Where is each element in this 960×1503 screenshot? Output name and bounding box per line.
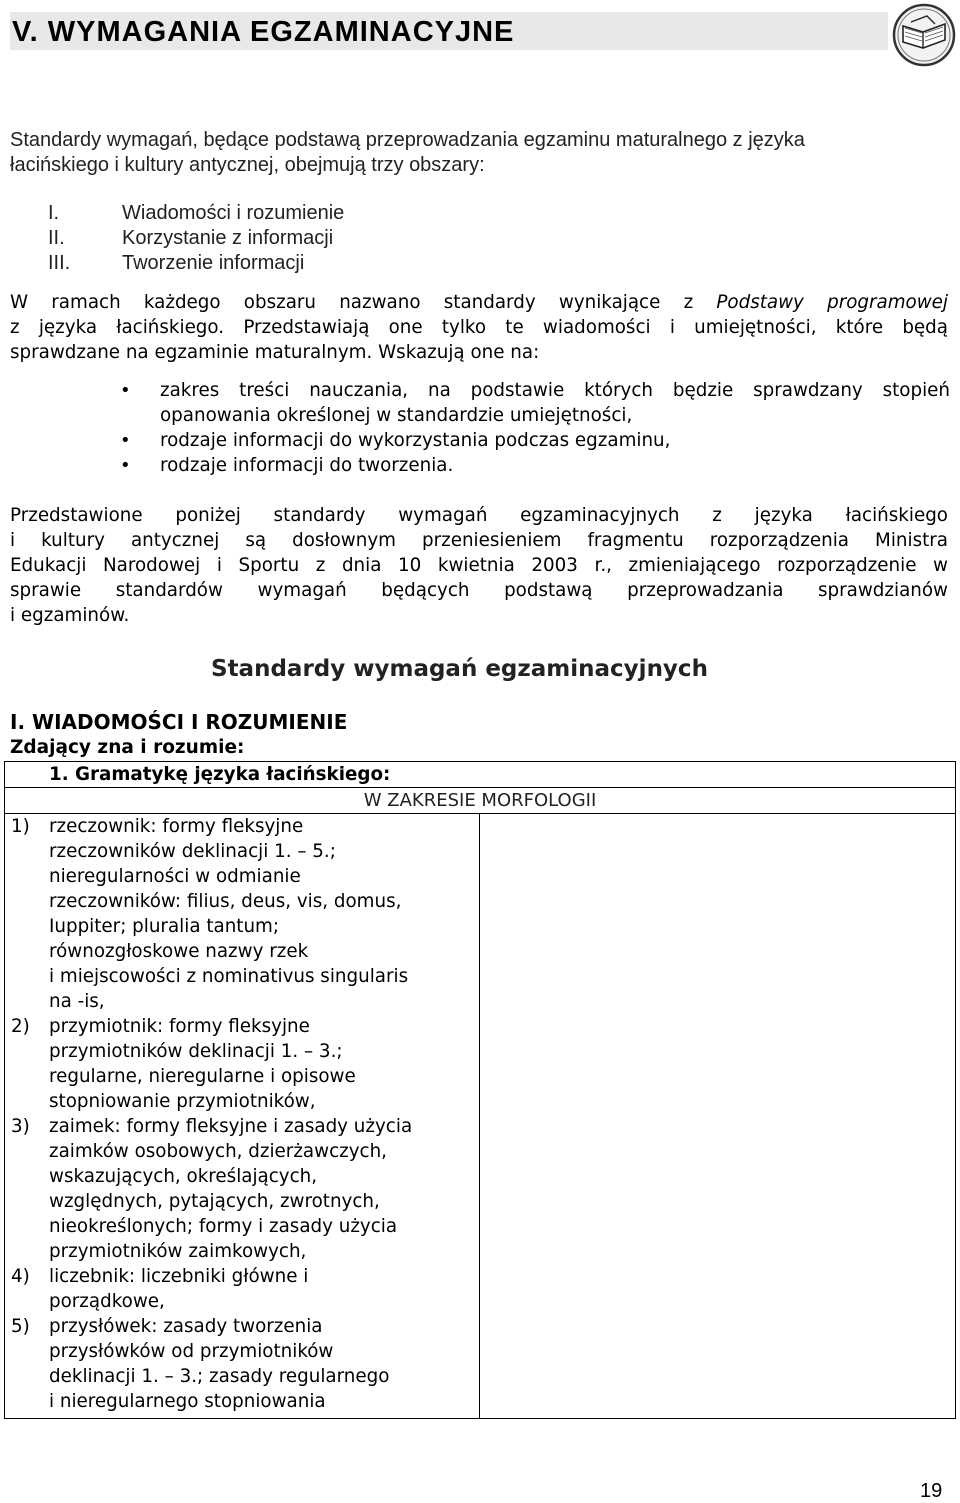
item-line: równozgłoskowe nazwy rzek — [49, 941, 309, 962]
item-line: zaimków osobowych, dzierżawczych, — [49, 1141, 387, 1162]
paragraph-line — [10, 290, 948, 315]
intro-line: łacińskiego i kultury antycznej, obejmują trzy obszary: — [10, 154, 485, 176]
table-head-cell: 1. Gramatykę języka łacińskiego: — [5, 762, 956, 788]
intro-paragraph — [10, 128, 948, 178]
list-item — [11, 1264, 479, 1314]
item-line: przymiotników deklinacji 1. – 3.; — [49, 1041, 343, 1062]
item-line: wskazujących, określających, — [49, 1166, 318, 1187]
paragraph-line: i egzaminów. — [10, 605, 130, 626]
book-icon — [891, 2, 957, 68]
list-item — [48, 201, 344, 226]
list-item — [11, 1314, 479, 1414]
bullet-line: zakres treści nauczania, na podstawie których będzie sprawdzany stopień — [160, 380, 950, 401]
table-row — [5, 788, 956, 814]
item-line: i nieregularnego stopniowania — [49, 1391, 326, 1412]
section-heading: I. WIADOMOŚCI I ROZUMIENIE — [10, 710, 348, 734]
item-line: porządkowe, — [49, 1291, 165, 1312]
paragraph-line: Przedstawione poniżej standardy wymagań egzaminacyjnych z języka łacińskiego — [10, 505, 948, 526]
paragraph-line: sprawdzane na egzaminie maturalnym. Wskazują one na: — [10, 342, 540, 363]
item-line: rzeczowników deklinacji 1. – 5.; — [49, 841, 336, 862]
list-item — [11, 1014, 479, 1114]
item-number: 2) — [11, 1016, 30, 1037]
area-number: III. — [48, 252, 71, 274]
item-number: 1) — [11, 816, 30, 837]
empty-cell — [480, 814, 956, 1419]
item-line: nieregularności w odmianie — [49, 866, 301, 887]
item-line: stopniowanie przymiotników, — [49, 1091, 316, 1112]
list-item — [11, 814, 479, 1014]
list-item — [120, 378, 950, 428]
item-line: zaimek: formy fleksyjne i zasady użycia — [49, 1116, 413, 1137]
table-subhead-cell: W ZAKRESIE MORFOLOGII — [5, 788, 956, 814]
item-number: 4) — [11, 1266, 30, 1287]
bullet-line: rodzaje informacji do tworzenia. — [160, 455, 454, 476]
standards-table — [4, 761, 956, 1419]
list-item — [120, 453, 950, 478]
standards-paragraph — [10, 290, 948, 365]
area-number: II. — [48, 227, 65, 249]
italic-title: Podstawy programowej — [716, 292, 948, 313]
area-label: Tworzenie informacji — [122, 252, 305, 274]
item-line: nieokreślonych; formy i zasady użycia — [49, 1216, 398, 1237]
intro-line: Standardy wymagań, będące podstawą przeprowadzania egzaminu maturalnego z języka — [10, 129, 805, 151]
area-label: Wiadomości i rozumienie — [122, 202, 345, 224]
chapter-title: V. WYMAGANIA EGZAMINACYJNE — [12, 16, 515, 48]
item-line: regularne, nieregularne i opisowe — [49, 1066, 356, 1087]
area-number: I. — [48, 202, 60, 224]
text-run: W ramach każdego obszaru nazwano standardy wynikające z — [10, 292, 717, 313]
item-line: Iuppiter; pluralia tantum; — [49, 916, 280, 937]
section-subtitle: Zdający zna i rozumie: — [10, 737, 245, 758]
list-item — [48, 226, 344, 251]
regulation-paragraph — [10, 503, 948, 628]
item-line: deklinacji 1. – 3.; zasady regularnego — [49, 1366, 390, 1387]
page-number: 19 — [920, 1480, 943, 1502]
paragraph-line: z języka łacińskiego. Przedstawiają one tylko te wiadomości i umiejętności, które będą — [10, 317, 948, 338]
table-row — [5, 814, 956, 1419]
list-item — [48, 251, 344, 276]
item-line: przymiotnik: formy fleksyjne — [49, 1016, 310, 1037]
table-row — [5, 762, 956, 788]
paragraph-line: i kultury antycznej są dosłownym przeniesieniem fragmentu rozporządzenia Ministra — [10, 530, 948, 551]
bullet-list — [120, 378, 950, 478]
item-line: i miejscowości z nominativus singularis — [49, 966, 409, 987]
item-line: rzeczownik: formy fleksyjne — [49, 816, 304, 837]
bullet-line: rodzaje informacji do wykorzystania podczas egzaminu, — [160, 430, 671, 451]
item-line: przymiotników zaimkowych, — [49, 1241, 307, 1262]
list-item — [11, 1114, 479, 1264]
area-label: Korzystanie z informacji — [122, 227, 334, 249]
standards-heading: Standardy wymagań egzaminacyjnych — [211, 656, 708, 682]
items-cell — [5, 814, 480, 1419]
item-number: 3) — [11, 1116, 30, 1137]
areas-list — [48, 201, 344, 276]
item-number: 5) — [11, 1316, 30, 1337]
bullet-icon: • — [120, 430, 131, 451]
list-item — [120, 428, 950, 453]
item-line: względnych, pytających, zwrotnych, — [49, 1191, 380, 1212]
paragraph-line: Edukacji Narodowej i Sportu z dnia 10 kwietnia 2003 r., zmieniającego rozporządzenie w — [10, 555, 948, 576]
bullet-line: opanowania określonej w standardzie umiejętności, — [160, 405, 633, 426]
item-line: przysłówków od przymiotników — [49, 1341, 334, 1362]
item-line: rzeczowników: filius, deus, vis, domus, — [49, 891, 402, 912]
item-line: przysłówek: zasady tworzenia — [49, 1316, 323, 1337]
item-line: liczebnik: liczebniki główne i — [49, 1266, 309, 1287]
paragraph-line: sprawie standardów wymagań będących podstawą przeprowadzania sprawdzianów — [10, 580, 948, 601]
item-line: na -is, — [49, 991, 105, 1012]
bullet-icon: • — [120, 380, 131, 401]
bullet-icon: • — [120, 455, 131, 476]
